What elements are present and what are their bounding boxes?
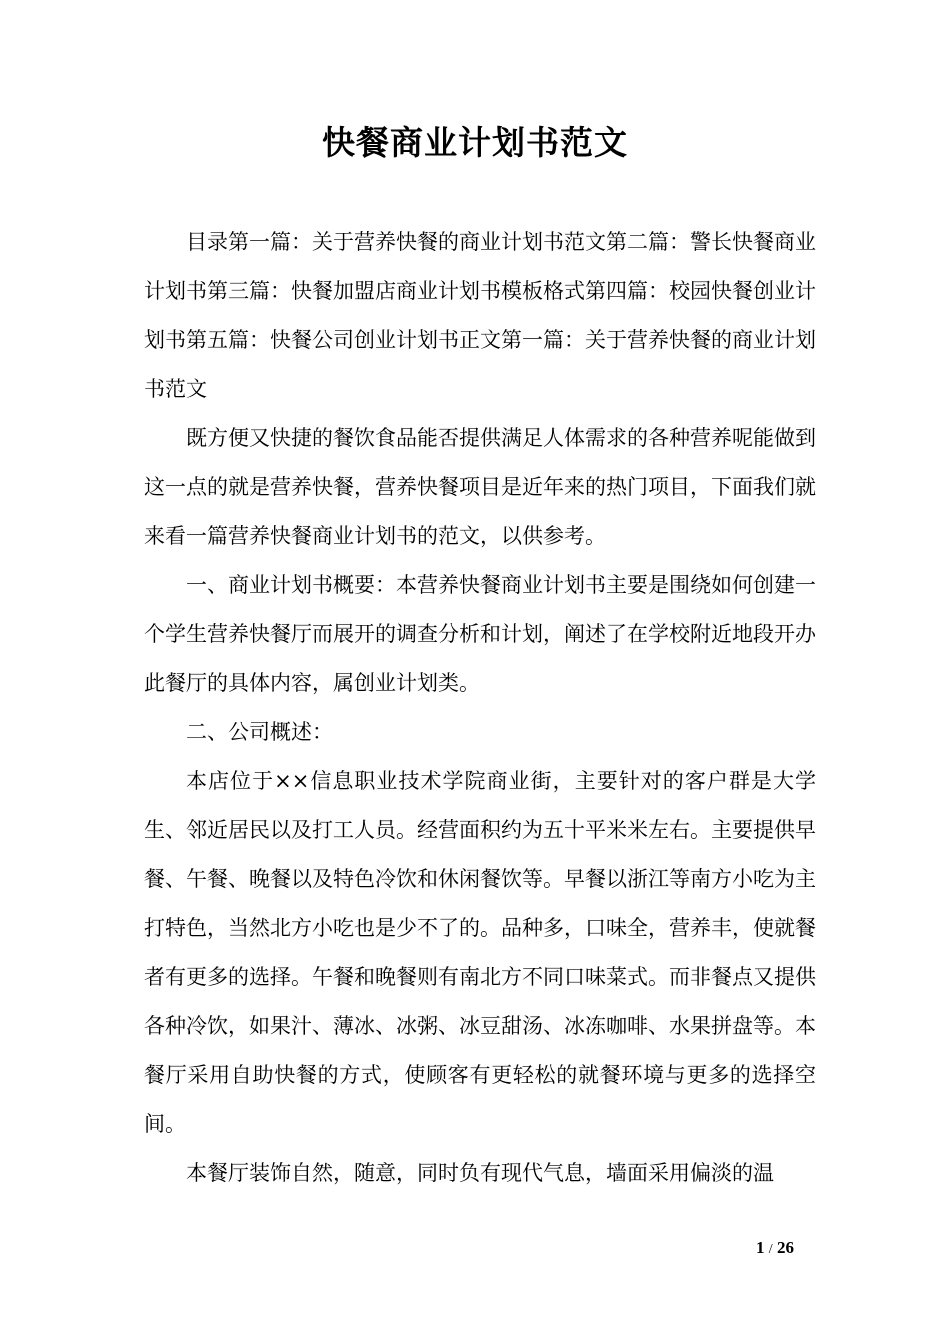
document-body	[144, 218, 816, 1198]
page-separator: /	[768, 1242, 773, 1257]
current-page-number: 1	[756, 1238, 765, 1257]
paragraph-company-description: 本店位于××信息职业技术学院商业街，主要针对的客户群是大学生、邻近居民以及打工人员。经营面积约为五十平米米左右。主要提供早餐、午餐、晚餐以及特色冷饮和休闲餐饮等。早餐以浙江等南方小吃为主打特色，当然北方小吃也是少不了的。品种多，口味全，营养丰，使就餐者有更多的选择。午餐和晚餐则有南北方不同口味菜式。而非餐点又提供各种冷饮，如果汁、薄冰、冰粥、冰豆甜汤、冰冻咖啡、水果拼盘等。本餐厅采用自助快餐的方式，使顾客有更轻松的就餐环境与更多的选择空间。	[144, 769, 816, 1136]
paragraph-decoration: 本餐厅装饰自然，随意，同时负有现代气息，墙面采用偏淡的温	[186, 1161, 774, 1185]
page-number	[700, 1236, 850, 1262]
paragraph-intro: 既方便又快捷的餐饮食品能否提供满足人体需求的各种营养呢能做到这一点的就是营养快餐，营养快餐项目是近年来的热门项目，下面我们就来看一篇营养快餐商业计划书的范文，以供参考。	[144, 426, 816, 548]
total-pages-number: 26	[776, 1238, 794, 1257]
paragraph-summary: 一、商业计划书概要：本营养快餐商业计划书主要是围绕如何创建一个学生营养快餐厅而展开的调查分析和计划，阐述了在学校附近地段开办此餐厅的具体内容，属创业计划类。	[144, 573, 816, 695]
paragraph-toc: 目录第一篇：关于营养快餐的商业计划书范文第二篇：警长快餐商业计划书第三篇：快餐加盟店商业计划书模板格式第四篇：校园快餐创业计划书第五篇：快餐公司创业计划书正文第一篇：关于营养快餐的商业计划书范文	[144, 230, 816, 401]
paragraph-company-heading: 二、公司概述：	[186, 720, 333, 744]
document-title: 快餐商业计划书范文	[322, 123, 628, 162]
